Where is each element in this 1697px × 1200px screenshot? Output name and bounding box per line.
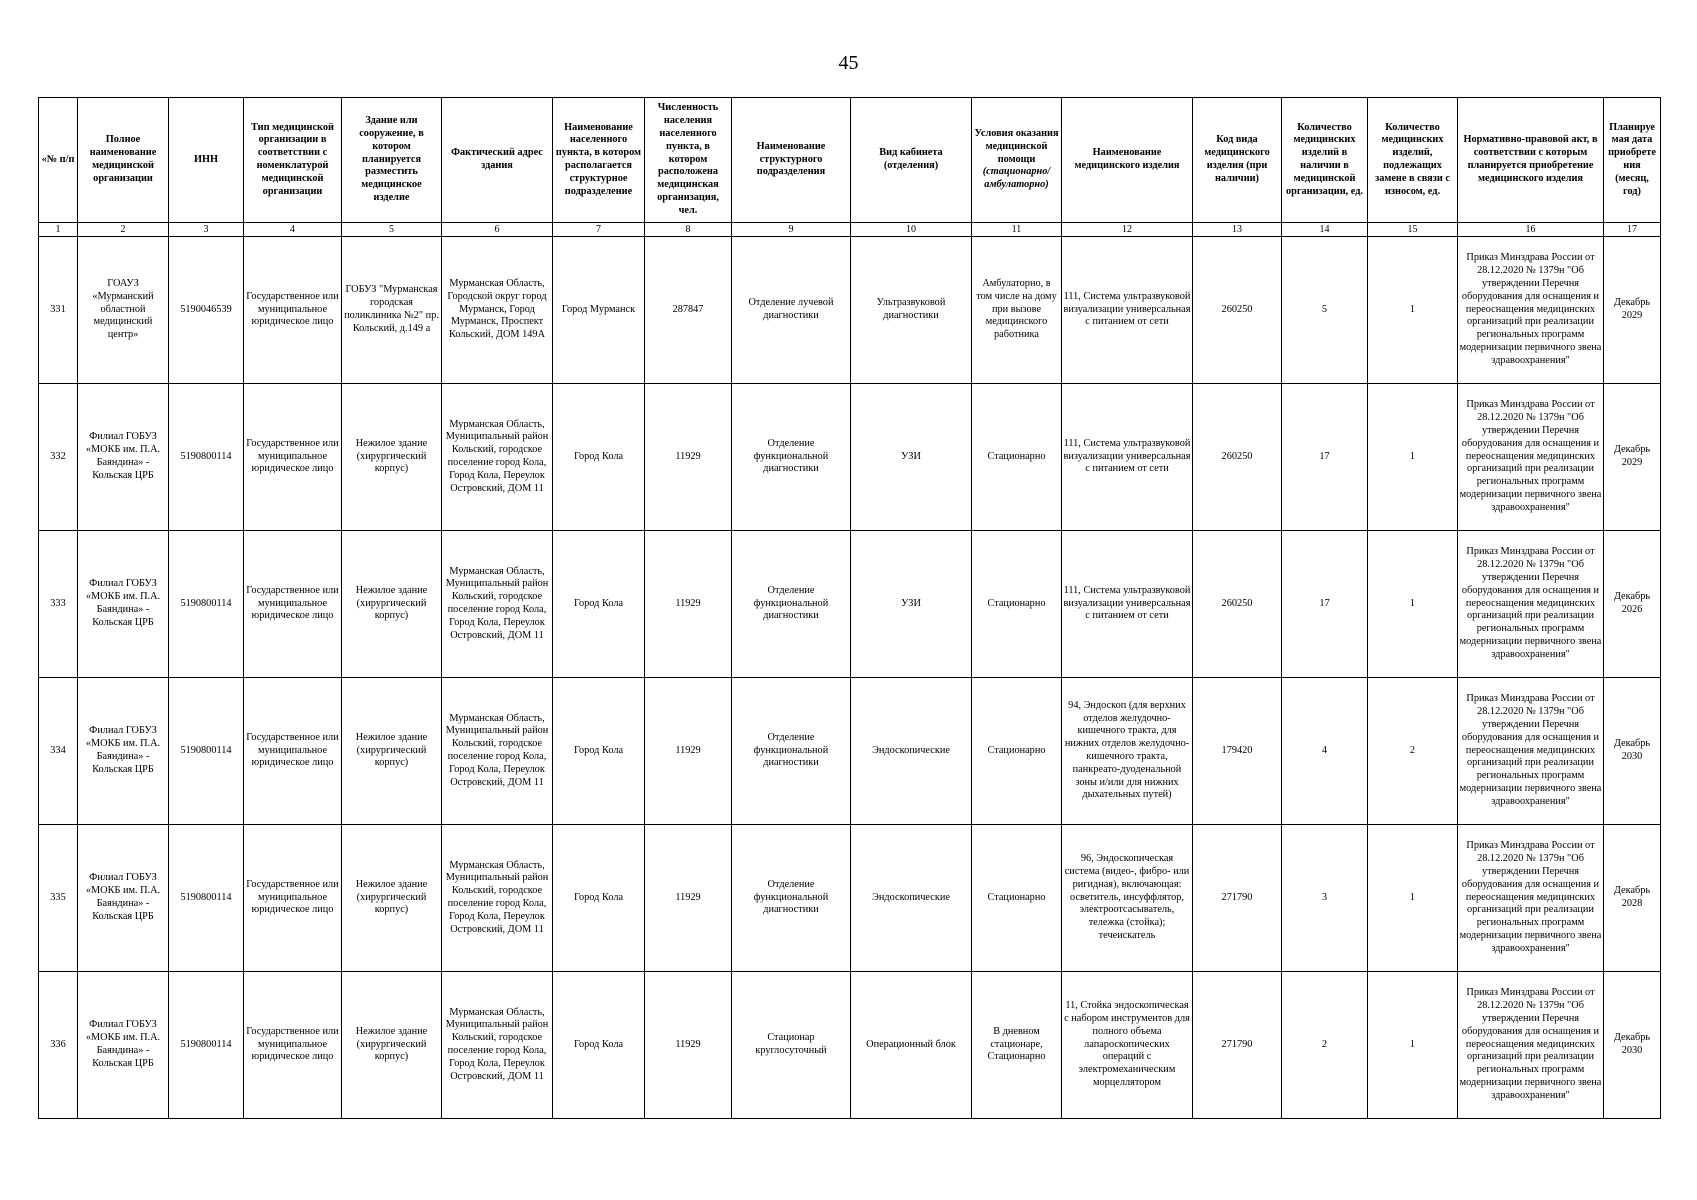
cell-planned-date: Декабрь 2029 <box>1604 237 1661 384</box>
cell-inn: 5190800114 <box>169 531 244 678</box>
header-cell: Вид кабинета (отделения) <box>851 98 972 223</box>
cell-address: Мурманская Область, Муниципальный район Кольский, городское поселение город Кола, Город Кола, Переулок Островский, ДОМ 11 <box>442 972 553 1119</box>
cell-planned-date: Декабрь 2030 <box>1604 972 1661 1119</box>
header-cell: «№ п/п <box>39 98 78 223</box>
cell-device-code: 260250 <box>1193 531 1282 678</box>
cell-device-code: 260250 <box>1193 384 1282 531</box>
cell-organization-name: Филиал ГОБУЗ «МОКБ им. П.А. Баяндина» - Кольская ЦРБ <box>78 384 169 531</box>
column-number-row <box>39 223 1661 237</box>
cell-planned-date: Декабрь 2028 <box>1604 825 1661 972</box>
cell-devices-to-replace: 1 <box>1368 825 1458 972</box>
cell-population: 11929 <box>645 825 732 972</box>
cell-cabinet-type: Операционный блок <box>851 972 972 1119</box>
cell-settlement: Город Кола <box>553 825 645 972</box>
cell-address: Мурманская Область, Муниципальный район Кольский, городское поселение город Кола, Город Кола, Переулок Островский, ДОМ 11 <box>442 531 553 678</box>
cell-planned-date: Декабрь 2029 <box>1604 384 1661 531</box>
cell-inn: 5190800114 <box>169 384 244 531</box>
cell-building: Нежилое здание (хирургический корпус) <box>342 825 442 972</box>
cell-inn: 5190046539 <box>169 237 244 384</box>
cell-devices-available: 3 <box>1282 825 1368 972</box>
header-cell: Полное наименование медицинской организации <box>78 98 169 223</box>
cell-devices-to-replace: 1 <box>1368 384 1458 531</box>
header-cell: ИНН <box>169 98 244 223</box>
cell-structural-unit: Отделение функциональной диагностики <box>732 825 851 972</box>
cell-cabinet-type: Ультразвуковой диагностики <box>851 237 972 384</box>
cell-cabinet-type: Эндоскопические <box>851 825 972 972</box>
cell-device-code: 260250 <box>1193 237 1282 384</box>
cell-device-code: 271790 <box>1193 825 1282 972</box>
cell-device-name: 111, Система ультразвуковой визуализации универсальная с питанием от сети <box>1062 237 1193 384</box>
cell-devices-available: 2 <box>1282 972 1368 1119</box>
cell-care-conditions: Амбулаторно, в том числе на дому при вызове медицинского работника <box>972 237 1062 384</box>
cell-care-conditions: Стационарно <box>972 384 1062 531</box>
cell-cabinet-type: Эндоскопические <box>851 678 972 825</box>
cell-device-name: 94, Эндоскоп (для верхних отделов желудочно- кишечного тракта, для нижних отделов желудочно-кишечного тракта, панкреато-дуоденальной зоны и/или для нижних дыхательных путей) <box>1062 678 1193 825</box>
header-cell: Количество медицинских изделий, подлежащих замене в связи с износом, ед. <box>1368 98 1458 223</box>
header-cell: Количество медицинских изделий в наличии в медицинской организации, ед. <box>1282 98 1368 223</box>
cell-devices-to-replace: 1 <box>1368 972 1458 1119</box>
cell-care-conditions: Стационарно <box>972 825 1062 972</box>
table-row <box>39 237 1661 384</box>
cell-legal-act: Приказ Минздрава России от 28.12.2020 № 1379н "Об утверждении Перечня оборудования для оснащения и переоснащения медицинских организаций при реализации региональных программ модернизации первичного звена здравоохранения" <box>1458 678 1604 825</box>
column-number: 17 <box>1604 223 1661 237</box>
cell-planned-date: Декабрь 2026 <box>1604 531 1661 678</box>
cell-inn: 5190800114 <box>169 825 244 972</box>
column-number: 6 <box>442 223 553 237</box>
cell-devices-to-replace: 1 <box>1368 531 1458 678</box>
cell-devices-available: 4 <box>1282 678 1368 825</box>
cell-device-name: 111, Система ультразвуковой визуализации универсальная с питанием от сети <box>1062 384 1193 531</box>
header-cell: Тип медицинской организации в соответствии с номенклатурой медицинской организации <box>244 98 342 223</box>
header-cell: Фактический адрес здания <box>442 98 553 223</box>
cell-device-code: 179420 <box>1193 678 1282 825</box>
cell-address: Мурманская Область, Муниципальный район Кольский, городское поселение город Кола, Город Кола, Переулок Островский, ДОМ 11 <box>442 825 553 972</box>
column-number: 10 <box>851 223 972 237</box>
cell-planned-date: Декабрь 2030 <box>1604 678 1661 825</box>
cell-organization-name: Филиал ГОБУЗ «МОКБ им. П.А. Баяндина» - Кольская ЦРБ <box>78 531 169 678</box>
header-cell-conditions <box>972 98 1062 223</box>
cell-row-number: 333 <box>39 531 78 678</box>
cell-population: 287847 <box>645 237 732 384</box>
cell-device-name: 96, Эндоскопическая система (видео-, фибро- или ригидная), включающая: осветитель, инсуффлятор, электроотсасыватель, тележка (стойка); течеискатель <box>1062 825 1193 972</box>
column-number: 12 <box>1062 223 1193 237</box>
cell-organization-type: Государственное или муниципальное юридическое лицо <box>244 825 342 972</box>
cell-care-conditions: В дневном стационаре, Стационарно <box>972 972 1062 1119</box>
table-row <box>39 972 1661 1119</box>
table-row <box>39 678 1661 825</box>
cell-settlement: Город Мурманск <box>553 237 645 384</box>
header-row <box>39 98 1661 223</box>
equipment-table <box>38 97 1661 1119</box>
cell-legal-act: Приказ Минздрава России от 28.12.2020 № 1379н "Об утверждении Перечня оборудования для оснащения и переоснащения медицинских организаций при реализации региональных программ модернизации первичного звена здравоохранения" <box>1458 237 1604 384</box>
column-number: 5 <box>342 223 442 237</box>
cell-inn: 5190800114 <box>169 678 244 825</box>
table-row <box>39 531 1661 678</box>
header-cell: Наименование населенного пункта, в котором располагается структурное подразделение <box>553 98 645 223</box>
cell-cabinet-type: УЗИ <box>851 384 972 531</box>
cell-inn: 5190800114 <box>169 972 244 1119</box>
cell-legal-act: Приказ Минздрава России от 28.12.2020 № 1379н "Об утверждении Перечня оборудования для оснащения и переоснащения медицинских организаций при реализации региональных программ модернизации первичного звена здравоохранения" <box>1458 531 1604 678</box>
cell-row-number: 335 <box>39 825 78 972</box>
cell-legal-act: Приказ Минздрава России от 28.12.2020 № 1379н "Об утверждении Перечня оборудования для оснащения и переоснащения медицинских организаций при реализации региональных программ модернизации первичного звена здравоохранения" <box>1458 825 1604 972</box>
column-number: 15 <box>1368 223 1458 237</box>
cell-structural-unit: Отделение функциональной диагностики <box>732 678 851 825</box>
cell-organization-type: Государственное или муниципальное юридическое лицо <box>244 384 342 531</box>
column-number: 3 <box>169 223 244 237</box>
cell-settlement: Город Кола <box>553 972 645 1119</box>
cell-devices-available: 17 <box>1282 384 1368 531</box>
cell-row-number: 334 <box>39 678 78 825</box>
header-cell: Нормативно-правовой акт, в соответствии с которым планируется приобретение медицинского изделия <box>1458 98 1604 223</box>
cell-row-number: 336 <box>39 972 78 1119</box>
page-number: 45 <box>838 52 859 74</box>
cell-organization-name: Филиал ГОБУЗ «МОКБ им. П.А. Баяндина» - Кольская ЦРБ <box>78 678 169 825</box>
cell-address: Мурманская Область, Городской округ город Мурманск, Город Мурманск, Проспект Кольский, ДОМ 149А <box>442 237 553 384</box>
header-cell: Код вида медицинского изделия (при наличии) <box>1193 98 1282 223</box>
cell-population: 11929 <box>645 972 732 1119</box>
cell-structural-unit: Отделение функциональной диагностики <box>732 531 851 678</box>
cell-building: Нежилое здание (хирургический корпус) <box>342 531 442 678</box>
cell-population: 11929 <box>645 384 732 531</box>
cell-population: 11929 <box>645 531 732 678</box>
cell-devices-available: 17 <box>1282 531 1368 678</box>
cell-legal-act: Приказ Минздрава России от 28.12.2020 № 1379н "Об утверждении Перечня оборудования для оснащения и переоснащения медицинских организаций при реализации региональных программ модернизации первичного звена здравоохранения" <box>1458 384 1604 531</box>
cell-structural-unit: Отделение функциональной диагностики <box>732 384 851 531</box>
cell-settlement: Город Кола <box>553 384 645 531</box>
header-cell: Здание или сооружение, в котором планируется разместить медицинское изделие <box>342 98 442 223</box>
cell-organization-type: Государственное или муниципальное юридическое лицо <box>244 678 342 825</box>
column-number: 9 <box>732 223 851 237</box>
header-cell: Планируемая дата приобретения (месяц, год) <box>1604 98 1661 223</box>
cell-care-conditions: Стационарно <box>972 531 1062 678</box>
column-number: 14 <box>1282 223 1368 237</box>
cell-address: Мурманская Область, Муниципальный район Кольский, городское поселение город Кола, Город Кола, Переулок Островский, ДОМ 11 <box>442 384 553 531</box>
cell-devices-available: 5 <box>1282 237 1368 384</box>
column-number: 16 <box>1458 223 1604 237</box>
cell-cabinet-type: УЗИ <box>851 531 972 678</box>
column-number: 4 <box>244 223 342 237</box>
cell-address: Мурманская Область, Муниципальный район Кольский, городское поселение город Кола, Город Кола, Переулок Островский, ДОМ 11 <box>442 678 553 825</box>
cell-organization-name: Филиал ГОБУЗ «МОКБ им. П.А. Баяндина» - Кольская ЦРБ <box>78 825 169 972</box>
cell-organization-type: Государственное или муниципальное юридическое лицо <box>244 972 342 1119</box>
cell-settlement: Город Кола <box>553 531 645 678</box>
column-number: 11 <box>972 223 1062 237</box>
table-row <box>39 384 1661 531</box>
cell-structural-unit: Отделение лучевой диагностики <box>732 237 851 384</box>
header-conditions-text: Условия оказания медицинской помощи <box>974 128 1059 165</box>
cell-structural-unit: Стационар круглосуточный <box>732 972 851 1119</box>
column-number: 7 <box>553 223 645 237</box>
cell-row-number: 332 <box>39 384 78 531</box>
column-number: 2 <box>78 223 169 237</box>
cell-settlement: Город Кола <box>553 678 645 825</box>
column-number: 8 <box>645 223 732 237</box>
cell-building: Нежилое здание (хирургический корпус) <box>342 972 442 1119</box>
cell-devices-to-replace: 2 <box>1368 678 1458 825</box>
cell-care-conditions: Стационарно <box>972 678 1062 825</box>
column-number: 1 <box>39 223 78 237</box>
cell-organization-name: ГОАУЗ «Мурманский областной медицинский центр» <box>78 237 169 384</box>
cell-row-number: 331 <box>39 237 78 384</box>
cell-population: 11929 <box>645 678 732 825</box>
cell-organization-type: Государственное или муниципальное юридическое лицо <box>244 531 342 678</box>
header-cell: Наименование структурного подразделения <box>732 98 851 223</box>
cell-device-name: 111, Система ультразвуковой визуализации универсальная с питанием от сети <box>1062 531 1193 678</box>
header-cell: Наименование медицинского изделия <box>1062 98 1193 223</box>
cell-building: ГОБУЗ "Мурманская городская поликлиника №2" пр. Кольский, д.149 а <box>342 237 442 384</box>
cell-legal-act: Приказ Минздрава России от 28.12.2020 № 1379н "Об утверждении Перечня оборудования для оснащения и переоснащения медицинских организаций при реализации региональных программ модернизации первичного звена здравоохранения" <box>1458 972 1604 1119</box>
cell-device-code: 271790 <box>1193 972 1282 1119</box>
cell-organization-name: Филиал ГОБУЗ «МОКБ им. П.А. Баяндина» - Кольская ЦРБ <box>78 972 169 1119</box>
header-conditions-italic: (стационарно/ амбулаторно) <box>982 166 1051 191</box>
header-cell: Численность населения населенного пункта, в котором расположена медицинская организация, чел. <box>645 98 732 223</box>
column-number: 13 <box>1193 223 1282 237</box>
table-row <box>39 825 1661 972</box>
cell-device-name: 11, Стойка эндоскопическая с набором инструментов для полного объема лапароскопических операций с электромеханическим морцеллятором <box>1062 972 1193 1119</box>
cell-organization-type: Государственное или муниципальное юридическое лицо <box>244 237 342 384</box>
cell-building: Нежилое здание (хирургический корпус) <box>342 678 442 825</box>
cell-building: Нежилое здание (хирургический корпус) <box>342 384 442 531</box>
cell-devices-to-replace: 1 <box>1368 237 1458 384</box>
